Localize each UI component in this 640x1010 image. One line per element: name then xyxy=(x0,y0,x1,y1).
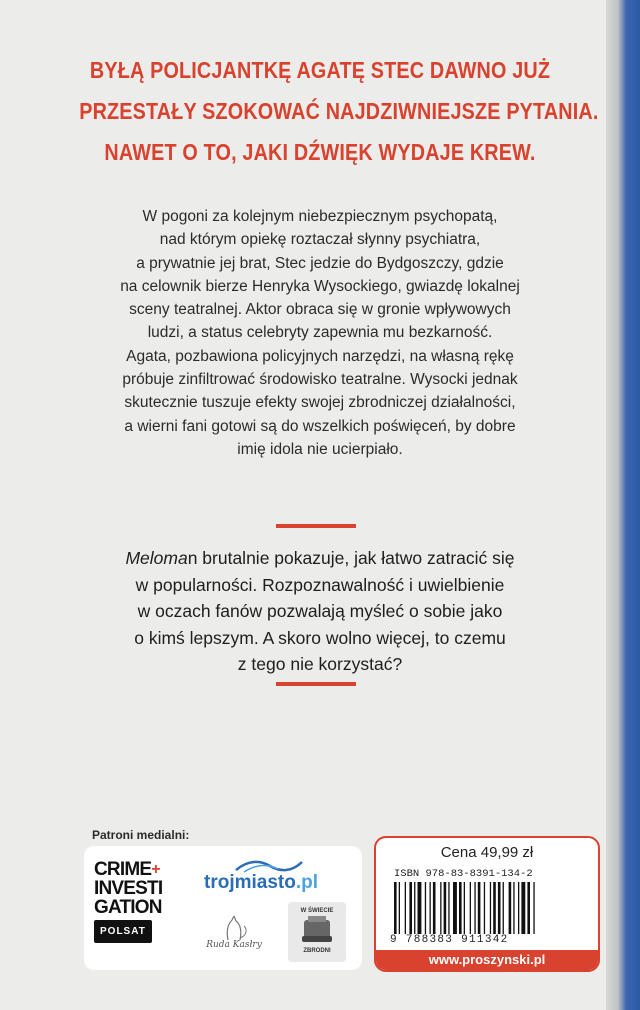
headline-line: NAWET O TO, JAKI DŹWIĘK WYDAJE KREW. xyxy=(104,139,536,165)
blurb-line: imię idola nie ucierpiało. xyxy=(237,440,403,458)
blurb-line: sceny teatralnej. Aktor obraca się w gronie wpływowych xyxy=(129,301,511,319)
headline xyxy=(40,50,600,173)
blurb-line: na celownik bierze Henryka Wysockiego, gwiazdę lokalnej xyxy=(120,277,520,295)
barcode-digits: 9 788383 911342 xyxy=(390,934,509,946)
crime-investigation-logo xyxy=(94,860,182,943)
polsat-badge: POLSAT xyxy=(94,920,152,943)
barcode-icon xyxy=(392,882,588,934)
book-edge xyxy=(606,0,640,1010)
blurb-line: W pogoni za kolejnym niebezpiecznym psychopatą, xyxy=(142,208,498,225)
blurb-line: a prywatnie jej brat, Stec jedzie do Bydgoszczy, gdzie xyxy=(136,254,504,272)
swiecie-bottom-text: ZBRODNI xyxy=(303,948,331,954)
ruda-logo xyxy=(204,916,264,962)
tagline-line: w popularności. Rozpoznawalność i uwielbienie xyxy=(135,574,505,595)
blurb-line: ludzi, a status celebryty zapewnia mu bezkarność. xyxy=(147,324,493,342)
cat-icon xyxy=(204,916,264,942)
book-title-italic: Meloma xyxy=(125,548,188,568)
tagline-line xyxy=(60,545,580,572)
blurb-line: Agata, pozbawiona policyjnych narzędzi, na własną rękę xyxy=(126,347,514,365)
publisher-url: www.proszynski.pl xyxy=(376,950,598,970)
tagline-line: z tego nie korzystać? xyxy=(237,654,403,674)
investi-text: INVESTI xyxy=(94,878,163,899)
headline-line: PRZESTAŁY SZOKOWAĆ NAJDZIWNIEJSZE PYTANIA. xyxy=(79,98,599,124)
divider-top xyxy=(276,524,356,528)
media-patrons-label: Patroni medialni: xyxy=(92,828,190,842)
plus-icon: + xyxy=(151,861,160,878)
tagline-line: o kimś lepszym. A skoro wolno więcej, to czemu xyxy=(134,627,506,648)
blurb xyxy=(60,205,580,461)
price-barcode-box xyxy=(374,836,600,972)
swiecie-top-text: W ŚWIECIE xyxy=(300,908,334,914)
blurb-line: nad którym opiekę roztaczał słynny psychiatra, xyxy=(159,231,481,249)
tagline xyxy=(60,545,580,678)
trojmiasto-tld: .pl xyxy=(295,872,319,893)
tagline-line: w oczach fanów pozwalają myśleć o sobie jako xyxy=(137,601,503,621)
ruda-script: Ruda Kasłry xyxy=(206,940,262,950)
trojmiasto-name: trojmiasto xyxy=(204,872,296,893)
isbn-text: ISBN 978-83-8391-134-2 xyxy=(394,868,533,880)
headline-line: BYŁĄ POLICJANTKĘ AGATĘ STEC DAWNO JUŻ xyxy=(89,57,551,83)
crime-text: CRIME xyxy=(94,859,152,880)
divider-bottom xyxy=(276,682,356,686)
blurb-line: a wierni fani gotowi są do wszelkich poświęceń, by dobre xyxy=(124,417,516,435)
blurb-line: skutecznie tuszuje efekty swojej zbrodniczej działalności, xyxy=(124,394,516,412)
gation-text: GATION xyxy=(94,897,162,918)
trojmiasto-logo xyxy=(204,872,318,894)
price-label: Cena 49,99 zł xyxy=(440,844,534,861)
blurb-line: próbuje zinfiltrować środowisko teatralne. Wysocki jednak xyxy=(122,371,518,389)
swiecie-zbrodni-logo xyxy=(288,902,346,962)
tagline-first-line-rest: n brutalnie pokazuje, jak łatwo zatracić się xyxy=(187,548,515,568)
media-patrons-box xyxy=(84,846,362,970)
